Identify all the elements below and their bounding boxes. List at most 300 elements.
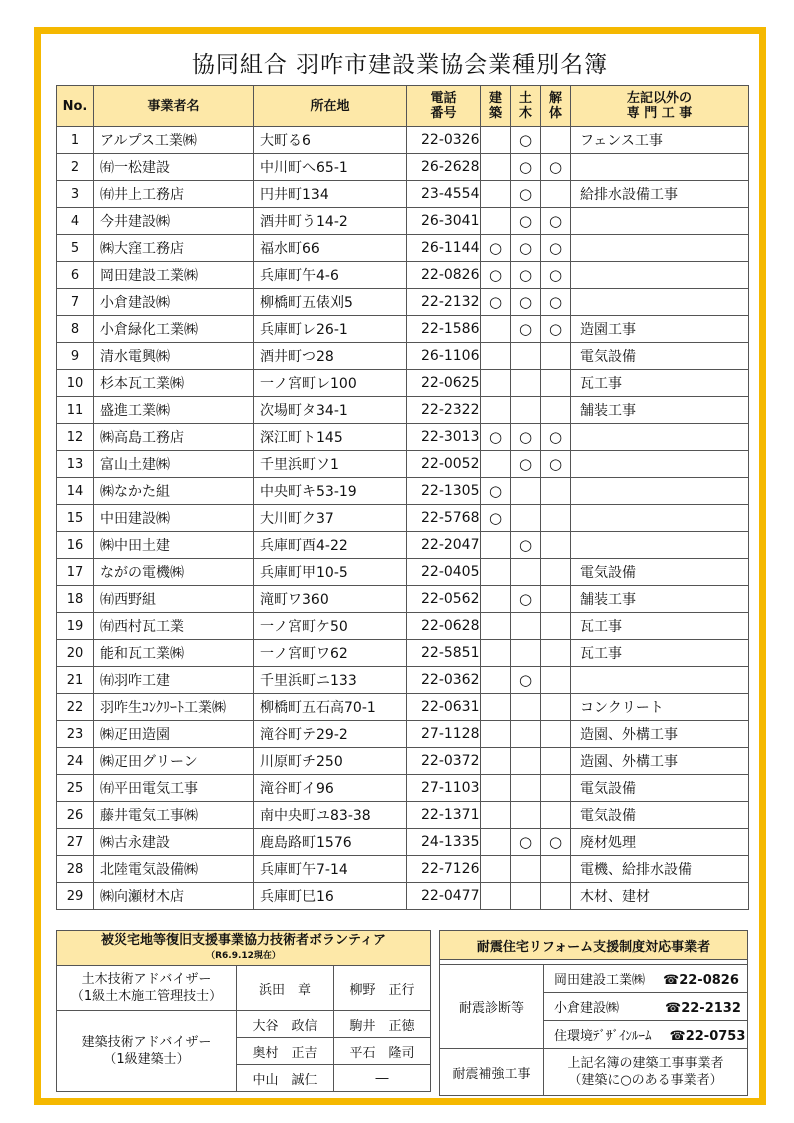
row-address: 一ノ宮町レ100 xyxy=(254,370,407,397)
row-phone: 22-5851 xyxy=(407,640,481,667)
row-name: ㈱古永建設 xyxy=(94,829,254,856)
header-special-l1: 左記以外の xyxy=(626,91,692,106)
row-kaitai xyxy=(541,478,571,505)
row-phone: 22-2322 xyxy=(407,397,481,424)
row-address: 兵庫町甲10-5 xyxy=(254,559,407,586)
reinforce-desc xyxy=(544,1049,748,1096)
page-frame xyxy=(34,27,766,1105)
table-row xyxy=(57,262,749,289)
row-doboku xyxy=(511,559,541,586)
row-kenchiku xyxy=(481,451,511,478)
diag-firm-3 xyxy=(544,1021,748,1049)
table-row xyxy=(57,613,749,640)
row-kenchiku xyxy=(481,181,511,208)
row-doboku xyxy=(511,748,541,775)
table-row xyxy=(57,397,749,424)
row-name: アルプス工業㈱ xyxy=(94,127,254,154)
row-special xyxy=(571,235,749,262)
diag-firm-3-name: 住環境ﾃﾞｻﾞｲﾝﾙｰﾑ xyxy=(554,1029,652,1044)
row-phone: 22-0362 xyxy=(407,667,481,694)
row-kaitai xyxy=(541,586,571,613)
row-phone: 22-0477 xyxy=(407,883,481,910)
row-name: ㈲西村瓦工業 xyxy=(94,613,254,640)
row-no: 24 xyxy=(57,748,94,775)
row-name: 藤井電気工事㈱ xyxy=(94,802,254,829)
row-phone: 27-1128 xyxy=(407,721,481,748)
table-row xyxy=(57,478,749,505)
row-doboku xyxy=(511,343,541,370)
row-kenchiku xyxy=(481,154,511,181)
row-address: 兵庫町レ26-1 xyxy=(254,316,407,343)
row-kaitai: ○ xyxy=(541,829,571,856)
row-no: 7 xyxy=(57,289,94,316)
table-row xyxy=(57,640,749,667)
row-kenchiku xyxy=(481,343,511,370)
row-kaitai: ○ xyxy=(541,235,571,262)
row-no: 29 xyxy=(57,883,94,910)
row-phone: 22-7126 xyxy=(407,856,481,883)
row-name: ㈲平田電気工事 xyxy=(94,775,254,802)
row-doboku: ○ xyxy=(511,424,541,451)
table-row xyxy=(57,289,749,316)
row-kenchiku xyxy=(481,397,511,424)
row-kenchiku xyxy=(481,694,511,721)
row-kaitai xyxy=(541,883,571,910)
row-address: 川原町チ250 xyxy=(254,748,407,775)
row-address: 酒井町う14-2 xyxy=(254,208,407,235)
diag-firm-1 xyxy=(544,965,748,993)
row-no: 18 xyxy=(57,586,94,613)
row-address: 兵庫町午7-14 xyxy=(254,856,407,883)
row-special xyxy=(571,424,749,451)
row-special xyxy=(571,505,749,532)
row-special: 木材、建材 xyxy=(571,883,749,910)
row-kenchiku xyxy=(481,829,511,856)
row-no: 1 xyxy=(57,127,94,154)
table-row xyxy=(57,532,749,559)
civil-person-1: 浜田 章 xyxy=(237,966,334,1011)
row-doboku: ○ xyxy=(511,154,541,181)
row-address: 大川町ク37 xyxy=(254,505,407,532)
row-kenchiku xyxy=(481,667,511,694)
header-kaitai-l2: 体 xyxy=(548,106,562,121)
row-kenchiku xyxy=(481,883,511,910)
row-phone: 24-1335 xyxy=(407,829,481,856)
row-name: 富山土建㈱ xyxy=(94,451,254,478)
row-phone: 22-0052 xyxy=(407,451,481,478)
table-row xyxy=(57,856,749,883)
arch-role-l1: 建築技術アドバイザー xyxy=(81,1035,212,1050)
volunteer-table xyxy=(56,930,431,1092)
row-address: 兵庫町酉4-22 xyxy=(254,532,407,559)
header-ken-l2: 築 xyxy=(488,106,502,121)
row-kenchiku xyxy=(481,127,511,154)
row-kenchiku xyxy=(481,532,511,559)
row-address: 千里浜町ニ133 xyxy=(254,667,407,694)
table-row xyxy=(57,748,749,775)
row-address: 中央町キ53-19 xyxy=(254,478,407,505)
quake-reform-table xyxy=(439,930,748,1096)
row-phone: 22-0628 xyxy=(407,613,481,640)
row-kenchiku xyxy=(481,613,511,640)
reinforce-desc-l1: 上記名簿の建築工事事業者 xyxy=(567,1056,724,1071)
header-kaitai-l1: 解 xyxy=(548,91,562,106)
row-phone: 22-0326 xyxy=(407,127,481,154)
row-doboku xyxy=(511,775,541,802)
row-doboku xyxy=(511,802,541,829)
row-kaitai xyxy=(541,856,571,883)
row-phone: 22-1586 xyxy=(407,316,481,343)
row-no: 6 xyxy=(57,262,94,289)
row-no: 11 xyxy=(57,397,94,424)
row-phone: 22-0631 xyxy=(407,694,481,721)
row-name: ㈲井上工務店 xyxy=(94,181,254,208)
row-doboku: ○ xyxy=(511,316,541,343)
row-no: 5 xyxy=(57,235,94,262)
row-address: 滝町ワ360 xyxy=(254,586,407,613)
table-row xyxy=(57,154,749,181)
table-row xyxy=(57,883,749,910)
row-doboku xyxy=(511,613,541,640)
row-special: 電気設備 xyxy=(571,343,749,370)
row-no: 14 xyxy=(57,478,94,505)
row-phone: 22-0372 xyxy=(407,748,481,775)
civil-role-l1: 土木技術アドバイザー xyxy=(81,972,212,987)
row-doboku: ○ xyxy=(511,586,541,613)
row-kaitai xyxy=(541,559,571,586)
civil-person-2: 柳野 正行 xyxy=(334,966,431,1011)
row-name: 小倉緑化工業㈱ xyxy=(94,316,254,343)
reinforce-label: 耐震補強工事 xyxy=(440,1049,544,1096)
row-no: 25 xyxy=(57,775,94,802)
row-kenchiku xyxy=(481,586,511,613)
row-name: 今井建設㈱ xyxy=(94,208,254,235)
header-doboku xyxy=(511,86,541,127)
row-phone: 22-5768 xyxy=(407,505,481,532)
row-doboku: ○ xyxy=(511,532,541,559)
row-no: 2 xyxy=(57,154,94,181)
row-name: 中田建設㈱ xyxy=(94,505,254,532)
row-no: 23 xyxy=(57,721,94,748)
row-phone: 22-2132 xyxy=(407,289,481,316)
row-address: 福水町66 xyxy=(254,235,407,262)
row-no: 27 xyxy=(57,829,94,856)
row-special xyxy=(571,289,749,316)
row-address: 南中央町ユ83-38 xyxy=(254,802,407,829)
row-doboku: ○ xyxy=(511,127,541,154)
header-doboku-l2: 木 xyxy=(518,106,532,121)
header-special-l2: 専 門 工 事 xyxy=(626,106,693,121)
row-address: 柳橋町五俵刈5 xyxy=(254,289,407,316)
row-name: 盛進工業㈱ xyxy=(94,397,254,424)
table-row xyxy=(57,343,749,370)
row-name: 北陸電気設備㈱ xyxy=(94,856,254,883)
row-name: ながの電機㈱ xyxy=(94,559,254,586)
row-address: 次場町タ34-1 xyxy=(254,397,407,424)
page-title: 協同組合 羽咋市建設業協会業種別名簿 xyxy=(191,52,609,78)
row-kenchiku: ○ xyxy=(481,505,511,532)
row-special: フェンス工事 xyxy=(571,127,749,154)
row-no: 17 xyxy=(57,559,94,586)
row-name: 清水電興㈱ xyxy=(94,343,254,370)
row-no: 12 xyxy=(57,424,94,451)
row-kaitai xyxy=(541,613,571,640)
table-row xyxy=(57,586,749,613)
row-kenchiku: ○ xyxy=(481,478,511,505)
diag-firm-1-name: 岡田建設工業㈱ xyxy=(554,973,646,988)
diag-firm-2-tel: ☎22-2132 xyxy=(665,1001,741,1016)
row-name: ㈱中田土建 xyxy=(94,532,254,559)
row-phone: 26-2628 xyxy=(407,154,481,181)
row-name: ㈲一松建設 xyxy=(94,154,254,181)
row-phone: 22-1371 xyxy=(407,802,481,829)
row-special xyxy=(571,208,749,235)
header-kenchiku xyxy=(481,86,511,127)
row-address: 円井町134 xyxy=(254,181,407,208)
row-kaitai xyxy=(541,343,571,370)
table-row xyxy=(57,127,749,154)
row-special: 電気設備 xyxy=(571,802,749,829)
reinforce-desc-l2: （建築に○のある事業者） xyxy=(568,1073,723,1088)
row-special: 廃材処理 xyxy=(571,829,749,856)
row-kaitai xyxy=(541,397,571,424)
table-row xyxy=(57,694,749,721)
header-no: No. xyxy=(57,86,94,127)
row-kenchiku: ○ xyxy=(481,262,511,289)
row-special: 給排水設備工事 xyxy=(571,181,749,208)
row-name: ㈲羽咋工建 xyxy=(94,667,254,694)
row-kenchiku xyxy=(481,208,511,235)
table-row xyxy=(57,721,749,748)
diag-label: 耐震診断等 xyxy=(440,965,544,1049)
table-row xyxy=(57,370,749,397)
row-doboku: ○ xyxy=(511,181,541,208)
table-row xyxy=(57,775,749,802)
row-phone: 22-0625 xyxy=(407,370,481,397)
row-address: 酒井町つ28 xyxy=(254,343,407,370)
diag-firm-3-tel: ☎22-0753 xyxy=(669,1029,746,1044)
diag-firm-1-tel: ☎22-0826 xyxy=(663,973,739,988)
row-doboku xyxy=(511,505,541,532)
row-special: 舗装工事 xyxy=(571,397,749,424)
row-phone: 26-3041 xyxy=(407,208,481,235)
row-phone: 22-0405 xyxy=(407,559,481,586)
row-kaitai xyxy=(541,127,571,154)
row-kaitai xyxy=(541,694,571,721)
row-special: 瓦工事 xyxy=(571,613,749,640)
row-kaitai: ○ xyxy=(541,262,571,289)
table-row xyxy=(57,802,749,829)
row-kenchiku xyxy=(481,856,511,883)
row-kaitai xyxy=(541,640,571,667)
row-kaitai xyxy=(541,802,571,829)
row-address: 一ノ宮町ケ50 xyxy=(254,613,407,640)
row-no: 9 xyxy=(57,343,94,370)
row-address: 千里浜町ソ1 xyxy=(254,451,407,478)
row-no: 20 xyxy=(57,640,94,667)
row-kaitai: ○ xyxy=(541,289,571,316)
row-address: 滝谷町イ96 xyxy=(254,775,407,802)
row-phone: 26-1106 xyxy=(407,343,481,370)
row-no: 8 xyxy=(57,316,94,343)
volunteer-subtitle: （R6.9.12現在） xyxy=(206,950,281,961)
row-kenchiku xyxy=(481,316,511,343)
header-special xyxy=(571,86,749,127)
row-kaitai xyxy=(541,370,571,397)
row-no: 3 xyxy=(57,181,94,208)
row-kaitai: ○ xyxy=(541,451,571,478)
row-no: 19 xyxy=(57,613,94,640)
table-row xyxy=(57,829,749,856)
row-kaitai xyxy=(541,532,571,559)
table-row xyxy=(57,235,749,262)
row-name: ㈱大窪工務店 xyxy=(94,235,254,262)
row-name: ㈱疋田グリーン xyxy=(94,748,254,775)
row-doboku: ○ xyxy=(511,829,541,856)
row-special xyxy=(571,451,749,478)
row-no: 21 xyxy=(57,667,94,694)
row-doboku: ○ xyxy=(511,208,541,235)
row-address: 中川町へ65-1 xyxy=(254,154,407,181)
row-phone: 22-0562 xyxy=(407,586,481,613)
row-special: 電機、給排水設備 xyxy=(571,856,749,883)
row-doboku xyxy=(511,856,541,883)
row-special: 瓦工事 xyxy=(571,640,749,667)
arch-person-3: 奥村 正吉 xyxy=(237,1038,334,1065)
table-row xyxy=(57,181,749,208)
table-row xyxy=(57,505,749,532)
arch-person-5: 中山 誠仁 xyxy=(237,1065,334,1092)
row-kenchiku xyxy=(481,640,511,667)
row-doboku xyxy=(511,478,541,505)
row-doboku: ○ xyxy=(511,289,541,316)
row-special xyxy=(571,154,749,181)
volunteer-title-cell xyxy=(57,931,431,966)
row-doboku xyxy=(511,721,541,748)
row-doboku xyxy=(511,397,541,424)
arch-role xyxy=(57,1011,237,1092)
header-phone-l2: 番号 xyxy=(430,106,457,121)
row-phone: 22-1305 xyxy=(407,478,481,505)
civil-role-l2: （1級土木施工管理技士） xyxy=(70,989,223,1004)
row-name: 羽咋生ｺﾝｸﾘｰﾄ工業㈱ xyxy=(94,694,254,721)
row-kaitai: ○ xyxy=(541,154,571,181)
diag-firm-2 xyxy=(544,993,748,1021)
row-phone: 27-1103 xyxy=(407,775,481,802)
row-kenchiku xyxy=(481,802,511,829)
row-special xyxy=(571,478,749,505)
table-row xyxy=(57,667,749,694)
row-doboku xyxy=(511,370,541,397)
row-no: 15 xyxy=(57,505,94,532)
row-special xyxy=(571,667,749,694)
row-kaitai xyxy=(541,181,571,208)
row-kenchiku xyxy=(481,559,511,586)
row-doboku xyxy=(511,640,541,667)
row-no: 26 xyxy=(57,802,94,829)
row-name: 杉本瓦工業㈱ xyxy=(94,370,254,397)
table-row xyxy=(57,451,749,478)
row-no: 13 xyxy=(57,451,94,478)
row-phone: 22-0826 xyxy=(407,262,481,289)
row-kenchiku xyxy=(481,748,511,775)
row-name: ㈱疋田造園 xyxy=(94,721,254,748)
row-address: 一ノ宮町ワ62 xyxy=(254,640,407,667)
row-address: 柳橋町五石高70-1 xyxy=(254,694,407,721)
arch-person-1: 大谷 政信 xyxy=(237,1011,334,1038)
row-kaitai: ○ xyxy=(541,208,571,235)
row-special: 瓦工事 xyxy=(571,370,749,397)
row-phone: 26-1144 xyxy=(407,235,481,262)
row-kenchiku: ○ xyxy=(481,289,511,316)
diag-firm-2-name: 小倉建設㈱ xyxy=(554,1001,620,1016)
row-name: ㈱なかた組 xyxy=(94,478,254,505)
row-address: 大町る6 xyxy=(254,127,407,154)
header-name: 事業者名 xyxy=(94,86,254,127)
row-special: 電気設備 xyxy=(571,775,749,802)
row-doboku xyxy=(511,883,541,910)
row-special: 造園、外構工事 xyxy=(571,721,749,748)
row-name: ㈱高島工務店 xyxy=(94,424,254,451)
row-special: 電気設備 xyxy=(571,559,749,586)
row-name: ㈱向瀬材木店 xyxy=(94,883,254,910)
row-doboku: ○ xyxy=(511,451,541,478)
row-address: 鹿島路町1576 xyxy=(254,829,407,856)
row-kaitai xyxy=(541,721,571,748)
row-special xyxy=(571,532,749,559)
row-address: 兵庫町午4-6 xyxy=(254,262,407,289)
row-no: 28 xyxy=(57,856,94,883)
row-no: 10 xyxy=(57,370,94,397)
row-special: 舗装工事 xyxy=(571,586,749,613)
row-kaitai xyxy=(541,775,571,802)
row-kenchiku: ○ xyxy=(481,424,511,451)
header-phone-l1: 電話 xyxy=(430,91,457,106)
arch-person-6: ― xyxy=(334,1065,431,1092)
row-kaitai: ○ xyxy=(541,424,571,451)
table-row xyxy=(57,208,749,235)
row-kenchiku xyxy=(481,721,511,748)
header-phone xyxy=(407,86,481,127)
table-row xyxy=(57,316,749,343)
row-kenchiku xyxy=(481,370,511,397)
row-name: ㈲西野組 xyxy=(94,586,254,613)
row-address: 深江町ト145 xyxy=(254,424,407,451)
header-ken-l1: 建 xyxy=(488,91,502,106)
row-phone: 23-4554 xyxy=(407,181,481,208)
row-doboku: ○ xyxy=(511,667,541,694)
row-name: 小倉建設㈱ xyxy=(94,289,254,316)
row-name: 能和瓦工業㈱ xyxy=(94,640,254,667)
table-row xyxy=(57,559,749,586)
row-special: コンクリート xyxy=(571,694,749,721)
row-address: 滝谷町テ29-2 xyxy=(254,721,407,748)
table-body xyxy=(57,127,749,910)
row-doboku: ○ xyxy=(511,235,541,262)
row-kaitai xyxy=(541,505,571,532)
table-header-row xyxy=(57,86,749,127)
civil-role xyxy=(57,966,237,1011)
row-phone: 22-3013 xyxy=(407,424,481,451)
row-address: 兵庫町巳16 xyxy=(254,883,407,910)
arch-role-l2: （1級建築士） xyxy=(103,1052,190,1067)
header-kaitai xyxy=(541,86,571,127)
row-special: 造園、外構工事 xyxy=(571,748,749,775)
row-no: 16 xyxy=(57,532,94,559)
table-row xyxy=(57,424,749,451)
arch-person-4: 平石 隆司 xyxy=(334,1038,431,1065)
row-phone: 22-2047 xyxy=(407,532,481,559)
